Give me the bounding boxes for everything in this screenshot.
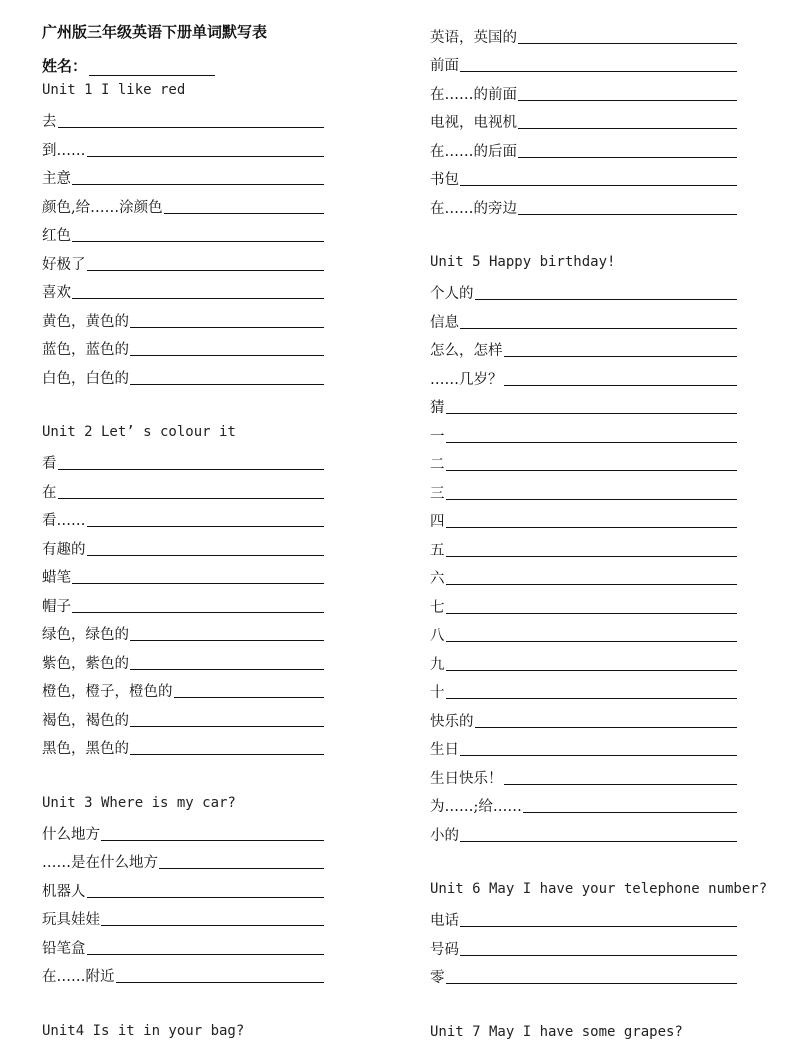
word-row bbox=[42, 561, 324, 590]
spacer bbox=[430, 220, 790, 249]
word-label: 红色 bbox=[42, 228, 71, 244]
answer-blank[interactable] bbox=[130, 355, 324, 356]
word-label: 橙色，橙子，橙色的 bbox=[42, 684, 173, 700]
word-row bbox=[42, 333, 324, 362]
word-label: 猜 bbox=[430, 400, 445, 416]
word-label: 在……的旁边 bbox=[430, 200, 517, 217]
word-row bbox=[42, 190, 324, 219]
word-row bbox=[430, 647, 737, 676]
word-label: 有趣的 bbox=[42, 541, 86, 558]
word-label: 为……;给…… bbox=[430, 799, 522, 815]
word-row bbox=[430, 77, 737, 106]
word-label: 六 bbox=[430, 571, 445, 587]
word-label: 看 bbox=[42, 456, 57, 472]
word-row bbox=[430, 704, 737, 733]
word-label: 在……的前面 bbox=[430, 86, 517, 103]
answer-blank[interactable] bbox=[58, 127, 325, 128]
word-row bbox=[430, 191, 737, 220]
word-row bbox=[42, 931, 324, 960]
word-label: 帽子 bbox=[42, 598, 71, 615]
page-title: 广州版三年级英语下册单词默写表 bbox=[42, 23, 268, 41]
answer-blank[interactable] bbox=[58, 498, 325, 499]
name-label: 姓名： bbox=[42, 57, 88, 75]
answer-blank[interactable] bbox=[446, 670, 738, 671]
answer-blank[interactable] bbox=[446, 983, 738, 984]
word-label: 十 bbox=[430, 685, 445, 701]
word-label: 绿色，绿色的 bbox=[42, 627, 129, 643]
answer-blank[interactable] bbox=[174, 697, 325, 698]
answer-blank[interactable] bbox=[446, 413, 738, 414]
word-label: 电话 bbox=[430, 913, 459, 929]
answer-blank[interactable] bbox=[446, 584, 738, 585]
answer-blank[interactable] bbox=[446, 613, 738, 614]
word-label: 铅笔盒 bbox=[42, 940, 86, 957]
word-row bbox=[430, 932, 737, 961]
word-label: 英语，英国的 bbox=[430, 29, 517, 46]
left-column bbox=[42, 20, 332, 1045]
answer-blank[interactable] bbox=[446, 698, 738, 699]
word-row bbox=[42, 219, 324, 248]
word-label: 七 bbox=[430, 599, 445, 616]
answer-blank[interactable] bbox=[446, 470, 738, 471]
word-label: 喜欢 bbox=[42, 285, 71, 301]
word-row bbox=[42, 846, 324, 875]
answer-blank[interactable] bbox=[58, 469, 325, 470]
word-label: 书包 bbox=[430, 172, 459, 188]
word-label: 号码 bbox=[430, 941, 459, 958]
answer-blank[interactable] bbox=[87, 897, 325, 898]
word-row bbox=[42, 447, 324, 476]
word-row bbox=[430, 818, 737, 847]
word-row bbox=[42, 903, 324, 932]
word-label: 三 bbox=[430, 485, 445, 502]
word-row bbox=[42, 874, 324, 903]
word-row bbox=[430, 334, 737, 363]
answer-blank[interactable] bbox=[446, 442, 738, 443]
answer-blank[interactable] bbox=[504, 385, 738, 386]
word-row bbox=[430, 419, 737, 448]
right-column bbox=[430, 20, 790, 1046]
answer-blank[interactable] bbox=[87, 156, 325, 157]
word-row bbox=[42, 162, 324, 191]
answer-blank[interactable] bbox=[504, 784, 738, 785]
answer-blank[interactable] bbox=[164, 213, 324, 214]
answer-blank[interactable] bbox=[446, 499, 738, 500]
word-row bbox=[430, 761, 737, 790]
answer-blank[interactable] bbox=[130, 669, 324, 670]
left-word-list bbox=[42, 76, 332, 1045]
word-row bbox=[430, 305, 737, 334]
answer-blank[interactable] bbox=[518, 157, 737, 158]
answer-blank[interactable] bbox=[460, 755, 737, 756]
word-label: 好极了 bbox=[42, 256, 86, 273]
word-label: 四 bbox=[430, 514, 445, 530]
word-row bbox=[42, 361, 324, 390]
word-label: 八 bbox=[430, 628, 445, 644]
answer-blank[interactable] bbox=[475, 299, 738, 300]
answer-blank[interactable] bbox=[460, 185, 737, 186]
name-row bbox=[42, 48, 332, 76]
word-row bbox=[42, 589, 324, 618]
answer-blank[interactable] bbox=[446, 556, 738, 557]
word-row bbox=[430, 134, 737, 163]
spacer bbox=[430, 847, 790, 876]
word-label: 到…… bbox=[42, 142, 86, 159]
word-row bbox=[430, 163, 737, 192]
word-row bbox=[42, 105, 324, 134]
word-row bbox=[42, 276, 324, 305]
answer-blank[interactable] bbox=[101, 925, 324, 926]
word-row bbox=[430, 904, 737, 933]
word-label: 信息 bbox=[430, 314, 459, 331]
word-row bbox=[430, 106, 737, 135]
word-row bbox=[42, 304, 324, 333]
word-row bbox=[430, 533, 737, 562]
word-row bbox=[430, 619, 737, 648]
right-word-list bbox=[430, 20, 790, 1046]
word-label: 九 bbox=[430, 656, 445, 673]
answer-blank[interactable] bbox=[159, 868, 324, 869]
unit-heading: Unit 3 Where is my car? bbox=[42, 794, 236, 811]
answer-blank[interactable] bbox=[130, 327, 324, 328]
word-row bbox=[42, 247, 324, 276]
word-label: 怎么，怎样 bbox=[430, 343, 503, 359]
answer-blank[interactable] bbox=[460, 841, 737, 842]
word-label: 颜色,给……涂颜色 bbox=[42, 199, 163, 216]
word-label: 一 bbox=[430, 428, 445, 445]
word-label: 黄色，黄色的 bbox=[42, 313, 129, 330]
word-row bbox=[42, 960, 324, 989]
word-row bbox=[42, 504, 324, 533]
word-label: 机器人 bbox=[42, 883, 86, 900]
answer-blank[interactable] bbox=[116, 982, 325, 983]
answer-blank[interactable] bbox=[518, 100, 737, 101]
word-row bbox=[430, 448, 737, 477]
word-label: 生日 bbox=[430, 742, 459, 758]
word-label: 玩具娃娃 bbox=[42, 912, 100, 928]
word-label: 什么地方 bbox=[42, 826, 100, 843]
answer-blank[interactable] bbox=[87, 526, 325, 527]
answer-blank[interactable] bbox=[460, 71, 737, 72]
word-label: 二 bbox=[430, 457, 445, 473]
word-label: ……是在什么地方 bbox=[42, 855, 158, 871]
word-row bbox=[430, 362, 737, 391]
answer-blank[interactable] bbox=[72, 298, 324, 299]
word-label: 看…… bbox=[42, 513, 86, 529]
word-row bbox=[430, 49, 737, 78]
answer-blank[interactable] bbox=[460, 328, 737, 329]
answer-blank[interactable] bbox=[87, 270, 325, 271]
spacer bbox=[42, 988, 332, 1017]
word-row bbox=[42, 532, 324, 561]
answer-blank[interactable] bbox=[518, 128, 737, 129]
word-label: 电视，电视机 bbox=[430, 115, 517, 131]
name-blank[interactable] bbox=[89, 57, 215, 76]
word-label: 蓝色，蓝色的 bbox=[42, 342, 129, 358]
answer-blank[interactable] bbox=[518, 43, 737, 44]
word-label: 在……附近 bbox=[42, 969, 115, 985]
word-label: 零 bbox=[430, 970, 445, 986]
word-row bbox=[42, 817, 324, 846]
answer-blank[interactable] bbox=[446, 527, 738, 528]
word-row bbox=[430, 476, 737, 505]
word-row bbox=[42, 732, 324, 761]
unit-heading: Unit 2 Let’ s colour it bbox=[42, 424, 236, 440]
word-label: 黑色，黑色的 bbox=[42, 741, 129, 757]
word-label: 前面 bbox=[430, 58, 459, 74]
word-row bbox=[430, 20, 737, 49]
answer-blank[interactable] bbox=[130, 726, 324, 727]
word-label: 五 bbox=[430, 542, 445, 559]
answer-blank[interactable] bbox=[475, 727, 738, 728]
answer-blank[interactable] bbox=[101, 840, 324, 841]
word-row bbox=[430, 733, 737, 762]
answer-blank[interactable] bbox=[130, 640, 324, 641]
answer-blank[interactable] bbox=[518, 214, 737, 215]
word-label: 褐色，褐色的 bbox=[42, 712, 129, 729]
unit-heading: Unit 6 May I have your telephone number? bbox=[430, 881, 768, 897]
word-label: 在……的后面 bbox=[430, 143, 517, 160]
unit-heading: Unit4 Is it in your bag? bbox=[42, 1022, 245, 1039]
word-row bbox=[430, 961, 737, 990]
answer-blank[interactable] bbox=[504, 356, 738, 357]
word-row bbox=[42, 618, 324, 647]
spacer bbox=[430, 989, 790, 1018]
word-row bbox=[430, 590, 737, 619]
answer-blank[interactable] bbox=[130, 754, 324, 755]
word-label: 个人的 bbox=[430, 286, 474, 302]
word-label: 主意 bbox=[42, 171, 71, 187]
word-label: ……几岁？ bbox=[430, 371, 503, 388]
answer-blank[interactable] bbox=[460, 955, 737, 956]
word-row bbox=[42, 475, 324, 504]
word-row bbox=[42, 675, 324, 704]
unit-heading: Unit 7 May I have some grapes? bbox=[430, 1023, 683, 1040]
answer-blank[interactable] bbox=[72, 241, 324, 242]
answer-blank[interactable] bbox=[446, 641, 738, 642]
word-row bbox=[430, 391, 737, 420]
answer-blank[interactable] bbox=[72, 612, 324, 613]
answer-blank[interactable] bbox=[72, 184, 324, 185]
answer-blank[interactable] bbox=[523, 812, 737, 813]
word-label: 小的 bbox=[430, 827, 459, 844]
word-row bbox=[430, 277, 737, 306]
unit-heading: Unit 1 I like red bbox=[42, 82, 186, 98]
spacer bbox=[42, 390, 332, 419]
answer-blank[interactable] bbox=[130, 384, 324, 385]
word-row bbox=[430, 562, 737, 591]
word-row bbox=[42, 703, 324, 732]
word-label: 生日快乐！ bbox=[430, 770, 503, 787]
word-label: 蜡笔 bbox=[42, 570, 71, 586]
word-label: 在 bbox=[42, 484, 57, 501]
word-label: 快乐的 bbox=[430, 713, 474, 730]
word-label: 去 bbox=[42, 114, 57, 130]
answer-blank[interactable] bbox=[460, 926, 737, 927]
spacer bbox=[42, 760, 332, 789]
word-label: 紫色，紫色的 bbox=[42, 655, 129, 672]
answer-blank[interactable] bbox=[87, 555, 325, 556]
word-row bbox=[430, 505, 737, 534]
word-label: 白色，白色的 bbox=[42, 370, 129, 387]
answer-blank[interactable] bbox=[87, 954, 325, 955]
word-row bbox=[42, 133, 324, 162]
word-row bbox=[430, 790, 737, 819]
answer-blank[interactable] bbox=[72, 583, 324, 584]
word-row bbox=[42, 646, 324, 675]
word-row bbox=[430, 676, 737, 705]
unit-heading: Unit 5 Happy birthday! bbox=[430, 254, 616, 270]
